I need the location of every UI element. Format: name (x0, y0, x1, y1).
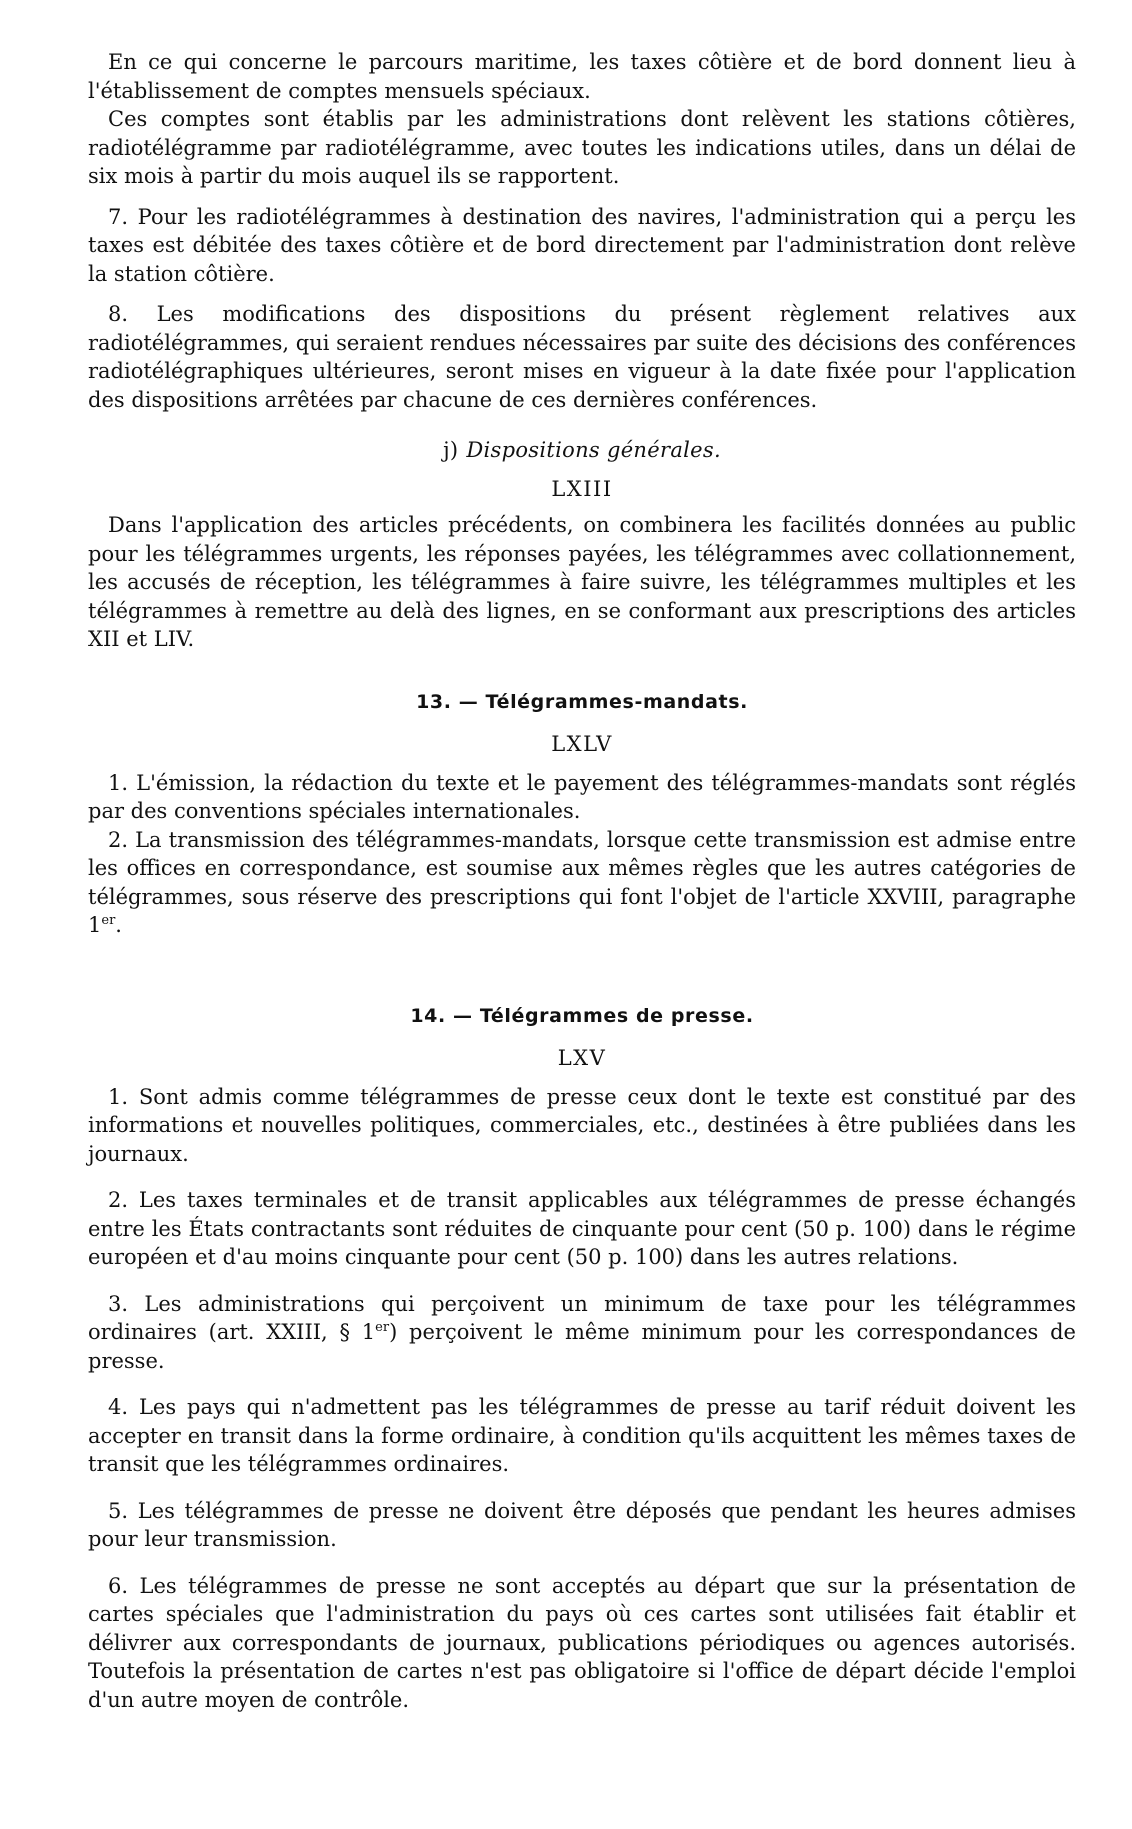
paragraph-7: 7. Pour les radiotélégrammes à destination des navires, l'administration qui a perçu les taxes est débitée des taxes côtière et de bord directement par l'administration dont relève la station côtière. (88, 204, 1076, 286)
paragraph-13-1: 1. L'émission, la rédaction du texte et le payement des télégrammes-mandats sont réglés par des conventions spéciales internationales. (88, 770, 1076, 823)
paragraph-14-6: 6. Les télégrammes de presse ne sont acceptés au départ que sur la présentation de cartes spéciales que l'administration du pays où ces cartes sont utilisées fait établir et délivrer aux correspondants de journaux, publications périodiques ou agences autorisés. Toutefois la présentation de cartes n'est pas obligatoire si l'office de départ décide l'emploi d'un autre moyen de contrôle. (88, 1573, 1076, 1712)
paragraph-14-4: 4. Les pays qui n'admettent pas les télégrammes de presse au tarif réduit doivent les accepter en transit dans la forme ordinaire, à condition qu'ils acquittent les mêmes taxes de transit que les télégrammes ordinaires. (88, 1395, 1076, 1476)
paragraph-14-3-superscript: er (375, 1320, 390, 1335)
article-number-lxlv: LXLV (551, 732, 613, 756)
section-14-title: 14. — Télégrammes de presse. (410, 1004, 754, 1027)
paragraph-general-provisions: Dans l'application des articles précédents, on combinera les facilités données au public pour les télégrammes urgents, les réponses payées, les télégrammes avec collationnement, les accusés de réception, les télégrammes à faire suivre, les télégrammes multiples et les télégrammes à remettre au delà des lignes, en se conformant aux prescriptions des articles XII et LIV. (88, 513, 1076, 651)
subsection-j-heading (88, 436, 1076, 465)
paragraph-14-3-end: ) perçoivent le même minimum pour les correspondances de presse. (88, 1320, 1076, 1373)
paragraph-13-2-text: 2. La transmission des télégrammes-mandats, lorsque cette transmission est admise entre les offices en correspondance, est soumise aux mêmes règles que les autres catégories de télégrammes, sous réserve des prescriptions qui font l'objet de l'article XXVIII, paragraphe 1 (88, 827, 1076, 937)
paragraph-13-2 (88, 826, 1076, 940)
paragraph-14-5: 5. Les télégrammes de presse ne doivent être déposés que pendant les heures admises pour leur transmission. (88, 1498, 1076, 1551)
paragraph-monthly-accounts: Ces comptes sont établis par les administrations dont relèvent les stations côtières, radiotélégramme par radiotélégramme, avec toutes les indications utiles, dans un délai de six mois à partir du mois auquel ils se rapportent. (88, 107, 1076, 188)
subsection-j-title: Dispositions générales. (466, 438, 721, 462)
article-number-lxv: LXV (557, 1046, 607, 1070)
subsection-j-mark: j) (443, 438, 459, 462)
paragraph-14-3 (88, 1290, 1076, 1376)
paragraph-14-3-text: 3. Les administrations qui perçoivent un minimum de taxe pour les télégrammes ordinaires (art. XXIII, § 1 (88, 1291, 1076, 1344)
section-13-title: 13. — Télégrammes-mandats. (416, 690, 748, 713)
paragraph-14-1: 1. Sont admis comme télégrammes de presse ceux dont le texte est constitué par des informations et nouvelles politiques, commerciales, etc., destinées à être publiées dans les journaux. (88, 1084, 1076, 1166)
article-number-lxiii: LXIII (551, 476, 613, 501)
paragraph-14-2: 2. Les taxes terminales et de transit applicables aux télégrammes de presse échangés entre les États contractants sont réduites de cinquante pour cent (50 p. 100) dans le régime européen et d'au moins cinquante pour cent (50 p. 100) dans les autres relations. (88, 1188, 1076, 1269)
paragraph-maritime-taxes: En ce qui concerne le parcours maritime, les taxes côtière et de bord donnent lieu à l'établissement de comptes mensuels spéciaux. (88, 50, 1076, 103)
paragraph-8: 8. Les modifications des dispositions du présent règlement relatives aux radiotélégrammes, qui seraient rendues nécessaires par suite des décisions des conférences radiotélégraphiques ultérieures, seront mises en vigueur à la date fixée pour l'application des dispositions arrêtées par chacune de ces dernières conférences. (88, 302, 1076, 412)
paragraph-13-2-superscript: er (101, 913, 116, 928)
paragraph-13-2-end: . (115, 913, 122, 937)
